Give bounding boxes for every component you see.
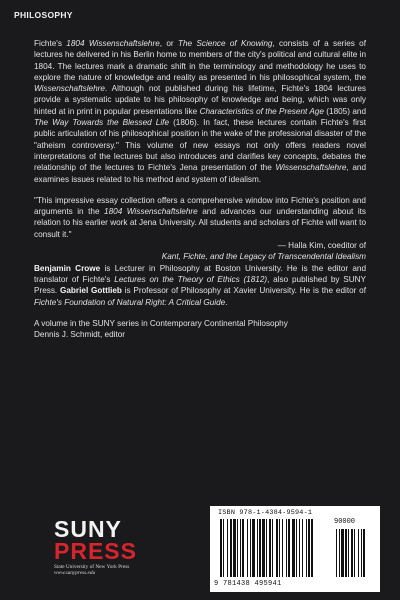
barcode-bar xyxy=(358,529,359,577)
isbn-label: ISBN 978-1-4384-9594-1 xyxy=(218,509,313,517)
author-bio xyxy=(34,263,366,308)
barcode-bar xyxy=(252,519,255,577)
text-run: "This impressive essay collection offers a comprehensive window into Fichte's position and arguments in the xyxy=(34,195,366,217)
barcode-bar xyxy=(348,529,349,577)
barcode-digits: 9 781438 495941 xyxy=(214,580,282,588)
blurb-quote xyxy=(34,195,366,240)
text-run: and advances our understanding about its relation to his earlier work at Jena University. All students and scholars of Fichte will want to consult it." xyxy=(34,207,367,239)
barcode-bar xyxy=(311,519,313,577)
barcode-bar xyxy=(286,519,287,577)
barcode-bar xyxy=(339,529,340,577)
barcode-bar xyxy=(259,519,261,577)
logo-suny: SUNY xyxy=(54,516,122,542)
barcode-bar xyxy=(276,519,278,577)
category-label: PHILOSOPHY xyxy=(14,10,73,20)
attribution-name: — Halla Kim, coeditor of xyxy=(277,241,366,251)
barcode-bar xyxy=(299,519,300,577)
barcode-bar xyxy=(247,519,248,577)
text-run: Fichte's xyxy=(34,39,67,48)
barcode-bar xyxy=(288,519,290,577)
barcode-bar xyxy=(220,519,222,577)
barcode-bar xyxy=(345,529,347,577)
text-run: . xyxy=(225,297,228,307)
barcode-bar xyxy=(282,519,283,577)
isbn-barcode xyxy=(210,506,380,592)
barcode-bar xyxy=(269,519,271,577)
barcode-bar xyxy=(336,529,337,577)
barcode-bar xyxy=(257,519,258,577)
barcode-bar xyxy=(227,519,228,577)
barcode-bar xyxy=(361,529,362,577)
series-editor: Dennis J. Schmidt, editor xyxy=(34,330,126,340)
description-paragraph xyxy=(34,38,366,185)
title-run: Wissenschaftslehre xyxy=(275,163,347,173)
text-run: , also published by SUNY Press. xyxy=(34,274,366,296)
title-run: Characteristics of the Present Age xyxy=(199,106,324,116)
review-blurb xyxy=(34,195,366,263)
title-run: Wissenschaftslehre xyxy=(34,84,105,94)
barcode-bar xyxy=(237,519,238,577)
title-run: The Way Towards the Blessed Life xyxy=(34,118,170,128)
barcode-bar xyxy=(341,529,344,577)
price-code: 90000 xyxy=(334,518,356,526)
author-name: Benjamin Crowe xyxy=(34,263,101,273)
barcode-bar xyxy=(306,519,307,577)
blurb-attribution xyxy=(34,240,366,263)
title-run: Fichte's Foundation of Natural Right: A Critical Guide xyxy=(34,297,226,307)
title-run: Lectures on the Theory of Ethics (1812) xyxy=(114,274,268,284)
text-run: (1805) and xyxy=(323,106,366,116)
barcode-bar xyxy=(240,519,241,577)
barcode-bar xyxy=(272,519,273,577)
publisher-website: www.sunypress.edu xyxy=(54,570,96,576)
barcode-bar xyxy=(296,519,297,577)
series-note xyxy=(34,318,366,341)
barcode-bar xyxy=(266,519,267,577)
barcode-bar xyxy=(354,529,355,577)
barcode-bar xyxy=(230,519,232,577)
text-run: is Lecturer in Philosophy at Boston University. He is the editor and translator of Fichte's xyxy=(34,263,367,284)
barcode-bars xyxy=(214,517,376,579)
author-name: Gabriel Gottlieb xyxy=(60,286,122,296)
barcode-bar xyxy=(308,519,310,577)
barcode-bar xyxy=(242,519,244,577)
text-run: (1806). In fact, these lectures contain Fichte's first public articulation of his philosophical position in the wake of the professional disaster of the "atheism controversy." This volume of new essays not only offers readers novel interpretations of the lectures but also introduces and clarifies key concepts, debates the relationship of the lectures to Fichte's Jena presentation of the xyxy=(34,118,367,173)
text-run: is Professor of Philosophy at Xavier University. He is the editor of xyxy=(121,286,366,296)
barcode-bar xyxy=(363,529,365,577)
logo-press: PRESS xyxy=(54,538,137,564)
barcode-bar xyxy=(223,519,224,577)
title-run: The Science of Knowing xyxy=(177,39,273,48)
text-run: . Although not published during his lifetime, Fichte's 1804 lectures provide a systematic update to his philosophy of knowledge and being, which was only hinted at in print in popular presentations like xyxy=(34,84,366,116)
series-name: A volume in the SUNY series in Contemporary Continental Philosophy xyxy=(34,318,288,328)
cover-text xyxy=(34,38,366,340)
title-run: 1804 Wissenschaftslehre xyxy=(104,207,198,217)
publisher-name: State University of New York Press xyxy=(54,564,130,570)
suny-press-logo xyxy=(54,518,204,576)
text-run: , or xyxy=(159,39,178,48)
text-run: , consists of a series of lectures he delivered in his Berlin home to members of the city's political and cultural elite in 1804. The lectures mark a dramatic shift in the terminology and methodology he uses to explore the nature of knowledge and reality as presented in his philosophical system, the xyxy=(34,39,367,82)
attribution-book: Kant, Fichte, and the Legacy of Transcendental Idealism xyxy=(161,252,366,262)
text-run: , and examines issues related to his method and system of idealism. xyxy=(34,163,366,184)
barcode-bar xyxy=(302,519,303,577)
barcode-bar xyxy=(351,529,353,577)
barcode-bar xyxy=(250,519,251,577)
barcode-bar xyxy=(233,519,236,577)
barcode-bar xyxy=(292,519,295,577)
title-run: 1804 Wissenschaftslehre xyxy=(66,39,160,48)
barcode-bar xyxy=(279,519,280,577)
barcode-bar xyxy=(262,519,265,577)
